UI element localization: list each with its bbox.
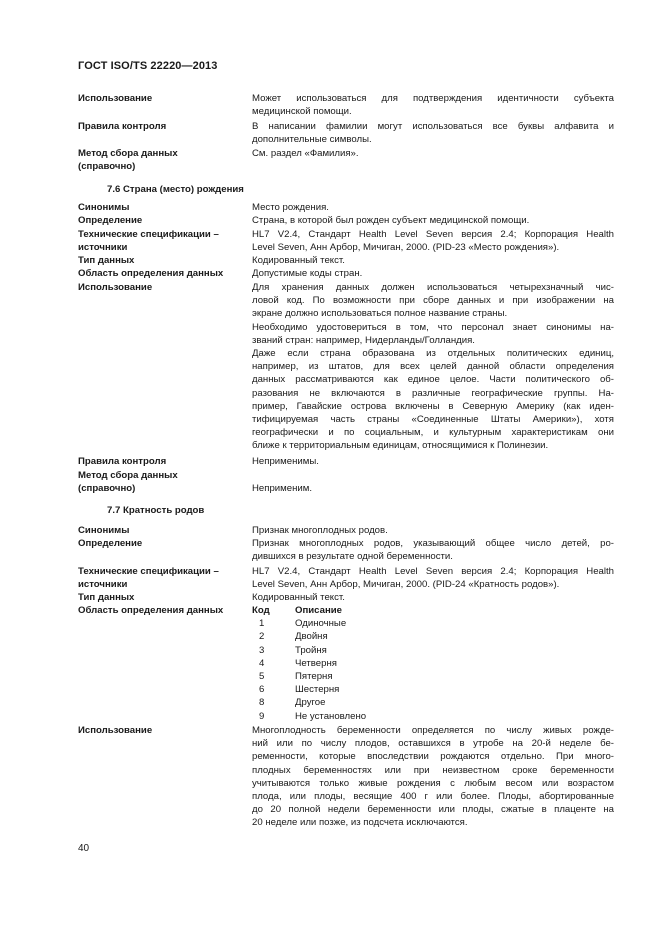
code-row: [252, 644, 366, 657]
rules-label: Правила контроля: [78, 121, 167, 132]
code-row: [252, 683, 366, 696]
domain-label: Область определения данных: [78, 268, 224, 279]
text-line: географически и по социальным, и культурным характеристикам они: [252, 427, 614, 439]
code-row: [252, 617, 366, 630]
text-line: 20 неделе или позже, из подсчета исключаются.: [252, 817, 468, 829]
domain-label: Область определения данных: [78, 605, 224, 616]
text-line: HL7 V2.4, Стандарт Health Level Seven версия 2.4; Корпорация Health: [252, 229, 614, 240]
data-type-value: Кодированный текст.: [252, 592, 345, 603]
code-row: [252, 670, 366, 683]
text-line: данных рассматриваются как единое целое. Части политического об-: [252, 374, 614, 386]
tech-spec-value: [252, 565, 614, 591]
page-header: ГОСТ ISO/TS 22220—2013: [78, 60, 218, 72]
usage-value: [252, 281, 614, 453]
text-line: Признак многоплодных родов, указывающий общее число детей, ро-: [252, 538, 614, 549]
code-table-header: [252, 604, 366, 617]
method-label: [78, 147, 178, 173]
code-value: 3: [259, 644, 265, 656]
text-line: HL7 V2.4, Стандарт Health Level Seven версия 2.4; Корпорация Health: [252, 566, 614, 577]
definition-value: [252, 537, 614, 563]
text-line: ременности, которые впоследствии рождаются отдельно. При много-: [252, 751, 614, 763]
text-line: дившихся в результате одной беременности.: [252, 551, 453, 563]
code-description: Шестерня: [295, 684, 340, 696]
section-7-7-title: 7.7 Кратность родов: [107, 505, 205, 516]
tech-spec-label-line: Технические спецификации –: [78, 566, 219, 577]
code-row: [252, 710, 366, 723]
method-label: [78, 469, 178, 495]
text-line: дополнительные символы.: [252, 134, 372, 146]
code-value: 5: [259, 670, 265, 682]
description-header: Описание: [295, 605, 342, 616]
synonyms-label: Синонимы: [78, 202, 130, 213]
code-value: 6: [259, 684, 265, 696]
text-line: экране должно использоваться полное название страны.: [252, 308, 508, 320]
text-line: Даже если страна образована из отдельных политических единиц,: [252, 348, 614, 360]
tech-spec-label: [78, 565, 219, 591]
text-line: Многоплодность беременности определяется по числу живых рожде-: [252, 725, 614, 736]
text-line: плода, или плоды, весящие 400 г или более. Плоды, абортированные: [252, 791, 614, 803]
method-value: Неприменим.: [252, 483, 313, 494]
rules-value: Неприменимы.: [252, 456, 319, 467]
text-line: плодных беременностях или при неизвестном сроке беременности: [252, 764, 614, 776]
synonyms-value: Место рождения.: [252, 202, 329, 213]
domain-value: Допустимые коды стран.: [252, 268, 363, 279]
section-7-6-title: 7.6 Страна (место) рождения: [107, 184, 244, 195]
usage-label: Использование: [78, 725, 153, 736]
text-line: учитываются только живые рождения с любым весом или возрастом: [252, 777, 614, 789]
definition-label: Определение: [78, 215, 143, 226]
synonyms-value: Признак многоплодных родов.: [252, 525, 388, 536]
text-line: Может использоваться для подтверждения идентичности субъекта: [252, 93, 614, 104]
rules-label: Правила контроля: [78, 456, 167, 467]
tech-spec-label: [78, 228, 219, 254]
text-line: званий стран: например, Нидерланды/Голландия.: [252, 334, 475, 346]
text-line: пример, Гавайские острова включены в Северную Америку (как иден-: [252, 400, 614, 412]
usage-label: Использование: [78, 282, 153, 293]
code-description: Тройня: [295, 644, 327, 656]
method-label-line: (справочно): [78, 161, 136, 173]
code-value: 1: [259, 618, 265, 630]
text-line: тифицируемая часть страны «Соединенные Штаты Америки»), хотя: [252, 414, 614, 426]
code-description: Пятерня: [295, 670, 333, 682]
text-line: Level Seven, Анн Арбор, Мичиган, 2000. (PID-24 «Кратность родов»).: [252, 579, 560, 591]
code-value: 8: [259, 697, 265, 709]
rules-value: [252, 120, 614, 146]
method-value: См. раздел «Фамилия».: [252, 148, 359, 159]
code-description: Двойня: [295, 631, 328, 643]
usage-value: [252, 724, 614, 830]
usage-label: Использование: [78, 93, 153, 104]
method-label-line: Метод сбора данных: [78, 470, 178, 481]
data-type-value: Кодированный текст.: [252, 255, 345, 266]
tech-spec-label-line: источники: [78, 579, 128, 591]
code-row: [252, 657, 366, 670]
code-description: Другое: [295, 697, 326, 709]
method-label-line: Метод сбора данных: [78, 148, 178, 159]
code-value: 2: [259, 631, 265, 643]
page-number: 40: [78, 843, 90, 854]
tech-spec-value: [252, 228, 614, 254]
text-line: Level Seven, Анн Арбор, Мичиган, 2000. (PID-23 «Место рождения»).: [252, 242, 560, 254]
code-table: [252, 604, 366, 723]
definition-value: Страна, в которой был рожден субъект медицинской помощи.: [252, 215, 530, 226]
text-line: например, из штатов, для всех целей данной области определения: [252, 361, 614, 373]
code-header: Код: [252, 605, 270, 616]
text-line: Необходимо удостовериться в том, что персонал знает синонимы на-: [252, 321, 614, 333]
code-value: 9: [259, 710, 265, 722]
code-value: 4: [259, 657, 265, 669]
tech-spec-label-line: источники: [78, 242, 128, 254]
code-row: [252, 630, 366, 643]
code-description: Не установлено: [295, 710, 367, 722]
code-row: [252, 696, 366, 709]
method-label-line: (справочно): [78, 483, 136, 495]
tech-spec-label-line: Технические спецификации –: [78, 229, 219, 240]
text-line: Для хранения данных должен использоваться четырехзначный чис-: [252, 282, 614, 293]
text-line: ближе к территориальным единицам, относящимися к Полинезии.: [252, 440, 549, 452]
code-description: Четверня: [295, 657, 337, 669]
text-line: медицинской помощи.: [252, 106, 352, 118]
data-type-label: Тип данных: [78, 255, 135, 266]
text-line: ловой код. По возможности при сборе данных и при изображении на: [252, 295, 614, 307]
text-line: разования не включаются в различные географические группы. На-: [252, 387, 614, 399]
text-line: В написании фамилии могут использоваться все буквы алфавита и: [252, 121, 614, 132]
usage-value: [252, 92, 614, 118]
text-line: до 20 полной недели беременности или плоды, сжатые в плаценте на: [252, 804, 614, 816]
code-description: Одиночные: [295, 618, 347, 630]
synonyms-label: Синонимы: [78, 525, 130, 536]
text-line: ний или по числу плодов, оставшихся в утробе на 20-й неделе бе-: [252, 738, 614, 750]
data-type-label: Тип данных: [78, 592, 135, 603]
definition-label: Определение: [78, 538, 143, 549]
